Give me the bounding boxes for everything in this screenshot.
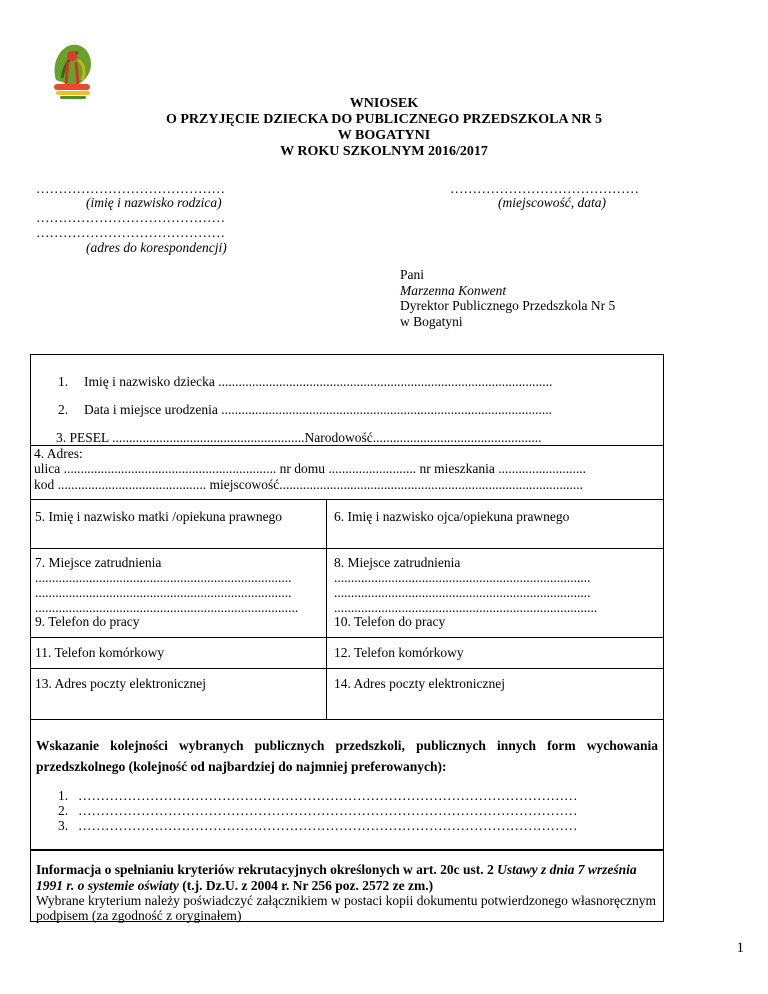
page-number: 1 <box>736 940 744 956</box>
father-mobile-field[interactable]: 12. Telefon komórkowy <box>334 645 464 660</box>
title-line: W BOGATYNI <box>337 128 431 143</box>
mother-workplace-label: 7. Miejsce zatrudnienia <box>35 555 162 570</box>
preference-1-field[interactable]: ………………………………………………………………………………………………… <box>78 788 578 803</box>
mother-workplace-dots[interactable]: ............................................................................ <box>35 570 292 585</box>
field-number: 2. <box>58 402 69 417</box>
table-row-border <box>30 668 664 669</box>
table-row-border <box>30 548 664 549</box>
mother-workplace-dots[interactable]: ............................................................................ <box>35 585 292 600</box>
divider <box>30 445 664 446</box>
preference-number: 1. <box>58 788 69 803</box>
table-top-border <box>30 499 664 500</box>
mother-workplace-dots[interactable]: .............................................................................. <box>35 600 299 615</box>
parent-address-dots: …………………………………… <box>36 210 225 225</box>
address-street-field[interactable]: ulica ............................................................... nr domu .......................... nr mieszkania .......................... <box>34 461 586 476</box>
father-workplace-dots[interactable]: ............................................................................ <box>334 570 591 585</box>
title-line: O PRZYJĘCIE DZIECKA DO PUBLICZNEGO PRZEDSZKOLA NR 5 <box>165 112 603 127</box>
criteria-note: Wybrane kryterium należy poświadczyć załącznikiem w postaci kopii dokumentu potwierdzonego własnoręcznym podpisem (za zgodność z oryginałem) <box>36 893 656 923</box>
father-workplace-dots[interactable]: .............................................................................. <box>334 600 598 615</box>
father-work-phone-field[interactable]: 10. Telefon do pracy <box>334 614 446 629</box>
parent-name-dots: …………………………………… <box>36 181 225 196</box>
criteria-law-title: Ustawy z dnia 7 września 1991 r. o systemie oświaty <box>36 862 637 893</box>
place-date-label: (miejscowość, data) <box>498 195 606 210</box>
document-title <box>0 96 768 160</box>
parent-name-label: (imię i nazwisko rodzica) <box>86 195 222 210</box>
father-email-field[interactable]: 14. Adres poczty elektronicznej <box>334 676 505 691</box>
mother-mobile-field[interactable]: 11. Telefon komórkowy <box>35 645 165 660</box>
preference-3-field[interactable]: ………………………………………………………………………………………………… <box>78 818 578 833</box>
criteria-text: (t.j. Dz.U. z 2004 r. Nr 256 poz. 2572 ze zm.) <box>178 877 434 893</box>
criteria-text: Informacja o spełnianiu kryteriów rekrutacyjnych określonych w art. 20c ust. 2 <box>36 862 498 877</box>
preferences-heading: Wskazanie kolejności wybranych publicznych przedszkoli, publicznych innych form wychowania przedszkolnego (kolejność od najbardziej do najmniej preferowanych): <box>36 738 658 774</box>
addressee-line: Dyrektor Publicznego Przedszkola Nr 5 <box>400 298 616 313</box>
field-number: 1. <box>58 374 69 389</box>
father-workplace-dots[interactable]: ............................................................................ <box>334 585 591 600</box>
parent-address-dots: …………………………………… <box>36 225 225 240</box>
father-workplace-label: 8. Miejsce zatrudnienia <box>334 555 461 570</box>
father-name-field[interactable]: 6. Imię i nazwisko ojca/opiekuna prawnego <box>334 509 570 524</box>
parent-address-label: (adres do korespondencji) <box>86 240 227 255</box>
place-date-dots: …………………………………… <box>450 181 639 196</box>
table-row-border <box>30 637 664 638</box>
criteria-heading <box>36 862 656 893</box>
addressee <box>400 267 615 329</box>
mother-work-phone-field[interactable]: 9. Telefon do pracy <box>35 614 140 629</box>
preference-number: 2. <box>58 803 69 818</box>
addressee-line: Pani <box>400 267 425 282</box>
child-name-field[interactable]: Imię i nazwisko dziecka ................................................................................................... <box>84 374 553 389</box>
preference-number: 3. <box>58 818 69 833</box>
preschool-logo <box>48 38 98 104</box>
birth-date-place-field[interactable]: Data i miejsce urodzenia .................................................................................................. <box>84 402 552 417</box>
address-heading: 4. Adres: <box>34 446 83 461</box>
title-line: W ROKU SZKOLNYM 2016/2017 <box>280 144 488 159</box>
mother-email-field[interactable]: 13. Adres poczty elektronicznej <box>35 676 206 691</box>
table-column-divider <box>326 499 327 720</box>
mother-name-field[interactable]: 5. Imię i nazwisko matki /opiekuna prawnego <box>35 509 283 524</box>
preference-2-field[interactable]: ………………………………………………………………………………………………… <box>78 803 578 818</box>
address-city-field[interactable]: kod ............................................ miejscowość.......................................................................................... <box>34 477 583 492</box>
addressee-line: w Bogatyni <box>400 313 463 329</box>
title-line: WNIOSEK <box>349 96 419 111</box>
pesel-nationality-field[interactable]: 3. PESEL .........................................................Narodowość.................................................. <box>56 430 542 445</box>
addressee-name: Marzenna Konwent <box>400 282 507 298</box>
